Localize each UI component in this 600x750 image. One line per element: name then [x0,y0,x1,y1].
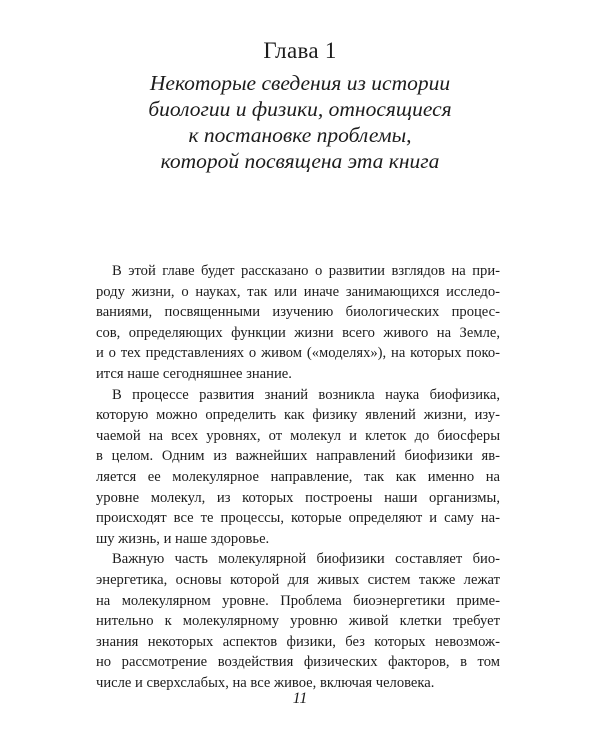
chapter-heading: Глава 1 [263,38,337,63]
text-line: чаемой на всех уровнях, от молекул и клеток до биосферы [96,427,500,444]
subtitle-line: биологии и физики, относящиеся [148,97,452,121]
subtitle-line: Некоторые сведения из истории [149,71,451,95]
text-line: но рассмотрение воздействия физических факторов, в том [96,654,500,671]
chapter-subtitle [60,70,540,174]
text-line: энергетика, основы которой для живых систем также лежат [96,571,500,588]
text-line: В процессе развития знаний возникла наука биофизика, [112,386,500,403]
text-line: числе и сверхслабых, на все живое, включая человека. [96,674,435,691]
subtitle-line: которой посвящена эта книга [160,149,440,173]
text-line: уровне молекул, из которых построены наши организмы, [96,489,500,506]
text-line: Важную часть молекулярной биофизики составляет био- [112,551,500,568]
text-line: ваниями, посвященными изучению биологических процес- [96,304,500,321]
page-number: 11 [292,690,308,707]
text-line: ится наше сегодняшнее знание. [96,365,292,382]
text-line: роду жизни, о науках, так или иначе занимающихся исследо- [96,283,500,300]
text-line: происходят все те процессы, которые определяют и саму на- [96,510,500,527]
text-line: В этой главе будет рассказано о развитии взглядов на при- [112,263,500,279]
body-text [96,261,500,693]
text-line: и о тех представлениях о живом («моделях»), на которых поко- [96,345,500,362]
subtitle-line: к постановке проблемы, [188,123,412,147]
text-line: ляется ее молекулярное направление, так как именно на [96,468,500,485]
text-line: шу жизнь, и наше здоровье. [96,530,270,547]
text-line: знания некоторых аспектов физики, без которых невозмож- [96,633,500,650]
text-line: нительно к молекулярному уровню живой клетки требует [96,613,500,630]
text-line: которую можно определить как физику явлений жизни, изу- [96,407,500,424]
text-line: сов, определяющих функции жизни всего живого на Земле, [96,324,500,341]
text-line: на молекулярном уровне. Проблема биоэнергетики приме- [96,592,500,609]
text-line: в целом. Одним из важнейших направлений биофизики яв- [96,448,500,465]
